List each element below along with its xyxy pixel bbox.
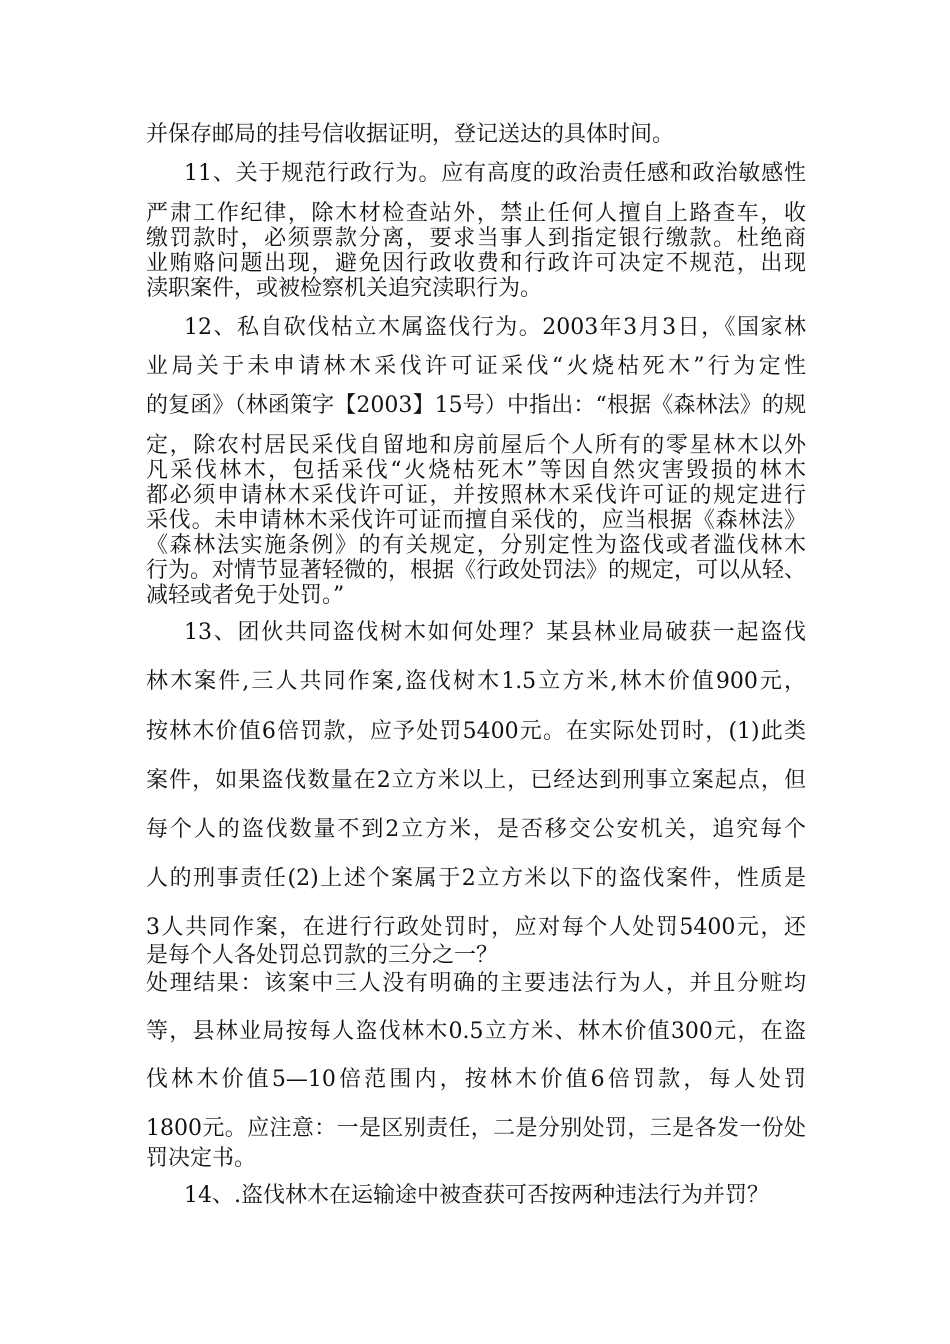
text-line: 的复函》（林函策字【2003】15号）中指出：“根据《森林法》的规 — [146, 393, 806, 418]
text-line: 是每个人各处罚总罚款的三分之一？ — [146, 943, 499, 968]
text-line: 11、关于规范行政行为。应有高度的政治责任感和政治敏感性 — [184, 161, 806, 186]
text-line: 等，县林业局按每人盗伐林木0.5立方米、林木价值300元，在盗 — [146, 1019, 806, 1044]
text-line: 罚决定书。 — [146, 1146, 257, 1171]
text-line: 缴罚款时，必须票款分离，要求当事人到指定银行缴款。杜绝商 — [146, 226, 806, 251]
text-line: 定，除农村居民采伐自留地和房前屋后个人所有的零星林木以外 — [146, 433, 806, 458]
text-line: 减轻或者免于处罚。” — [146, 583, 345, 608]
text-line: 1800元。应注意：一是区别责任，二是分别处罚，三是各发一份处 — [146, 1116, 806, 1141]
text-line: 渎职案件，或被检察机关追究渎职行为。 — [146, 276, 543, 301]
text-line: 并保存邮局的挂号信收据证明，登记送达的具体时间。 — [146, 122, 675, 147]
text-line: 14、.盗伐林木在运输途中被查获可否按两种违法行为并罚？ — [184, 1183, 769, 1208]
text-line: 每个人的盗伐数量不到2立方米，是否移交公安机关，追究每个 — [146, 817, 806, 842]
text-line: 都必须申请林木采伐许可证，并按照林木采伐许可证的规定进行 — [146, 483, 806, 508]
text-line: 业贿赂问题出现，避免因行政收费和行政许可决定不规范，出现 — [146, 251, 806, 276]
text-line: 按林木价值6倍罚款，应予处罚5400元。在实际处罚时，(1)此类 — [146, 719, 806, 744]
text-line: 12、私自砍伐枯立木属盗伐行为。2003年3月3日，《国家林 — [184, 315, 806, 340]
text-line: 案件，如果盗伐数量在2立方米以上，已经达到刑事立案起点，但 — [146, 768, 806, 793]
text-line: 行为。对情节显著轻微的，根据《行政处罚法》的规定，可以从轻、 — [146, 558, 807, 583]
text-line: 凡采伐林木，包括采伐“火烧枯死木”等因自然灾害毁损的林木 — [146, 458, 806, 483]
text-line: 人的刑事责任(2)上述个案属于2立方米以下的盗伐案件，性质是 — [146, 866, 806, 891]
text-line: 《森林法实施条例》的有关规定，分别定性为盗伐或者滥伐林木 — [146, 533, 806, 558]
text-line: 伐林木价值5—10倍范围内，按林木价值6倍罚款，每人处罚 — [146, 1067, 806, 1092]
text-line: 3人共同作案，在进行行政处罚时，应对每个人处罚5400元，还 — [146, 915, 806, 940]
text-line: 严肃工作纪律，除木材检查站外，禁止任何人擅自上路查车，收 — [146, 201, 806, 226]
text-line: 林木案件,三人共同作案,盗伐树木1.5立方米,林木价值900元， — [146, 669, 806, 694]
text-line: 处理结果：该案中三人没有明确的主要违法行为人，并且分赃均 — [146, 971, 806, 996]
text-line: 13、团伙共同盗伐树木如何处理？某县林业局破获一起盗伐 — [184, 620, 806, 645]
text-line: 业局关于未申请林木采伐许可证采伐“火烧枯死木”行为定性 — [146, 354, 806, 379]
text-line: 采伐。未申请林木采伐许可证而擅自采伐的，应当根据《森林法》 — [146, 508, 806, 533]
